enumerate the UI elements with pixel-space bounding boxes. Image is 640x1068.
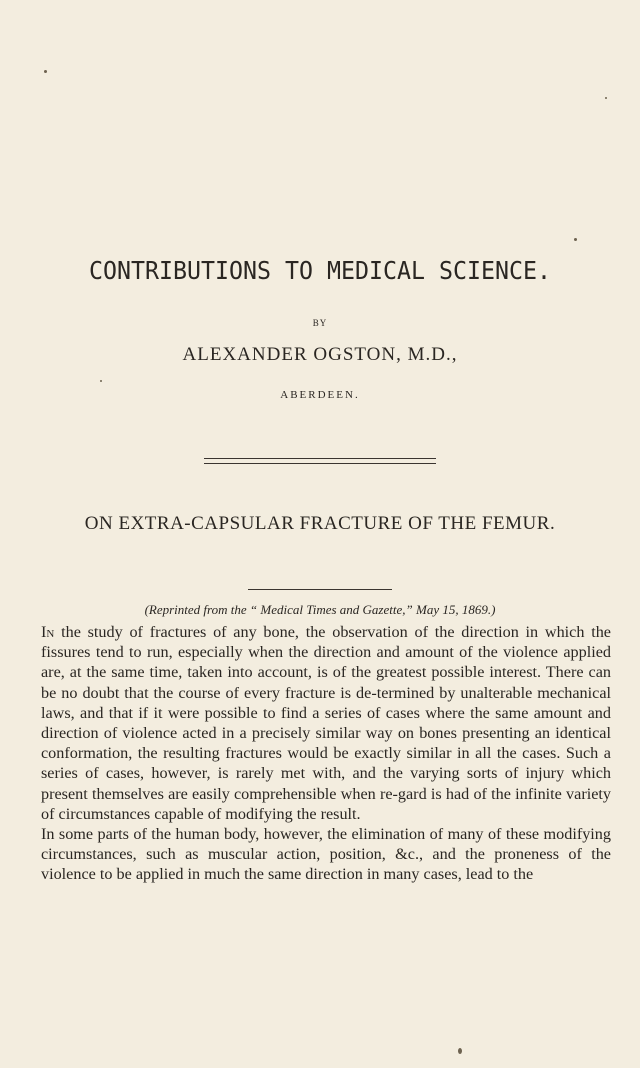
article-title: ON EXTRA-CAPSULAR FRACTURE OF THE FEMUR. [84,513,556,534]
main-title: CONTRIBUTIONS TO MEDICAL SCIENCE. [89,256,551,285]
author-location: ABERDEEN. [280,389,360,401]
single-rule-divider [248,589,392,590]
paper-speck [605,97,607,99]
paragraph-2 [41,824,611,885]
paper-speck [44,70,47,73]
paragraph-text: In some parts of the human body, however, the elimination of many of these modifying circumstances, such as muscular action, position, &c., and the proneness of the violence to be applied in much the same direction in many cases, lead to the [41,825,611,884]
paragraph-lead-word: In [41,623,55,641]
paper-speck [458,1048,462,1054]
body-text [41,622,611,885]
paper-speck [574,238,577,241]
paragraph-1 [41,622,611,824]
reprint-note: (Reprinted from the “ Medical Times and Gazette,” May 15, 1869.) [144,602,496,617]
double-rule-divider [204,458,436,464]
paragraph-text: the study of fractures of any bone, the observation of the direction in which the fissures tend to run, especially when the direction and amount of the violence applied are, at the same time, taken into account, is of the greatest possible interest. There can be no doubt that the course of every fracture is de-termined by unalterable mechanical laws, and that if it were possible to find a series of cases where the same amount and direction of violence acted in a precisely similar way on bones presenting an identical conformation, the resulting fractures would be exactly similar in all the cases. Such a series of cases, however, is rarely met with, and the varying sorts of injury which present themselves are easily comprehensible when re-gard is had of the infinite variety of circumstances capable of modifying the result. [41,623,611,823]
author-name: ALEXANDER OGSTON, M.D., [182,344,458,365]
byline-label: BY [312,318,328,328]
paper-speck [100,380,102,382]
